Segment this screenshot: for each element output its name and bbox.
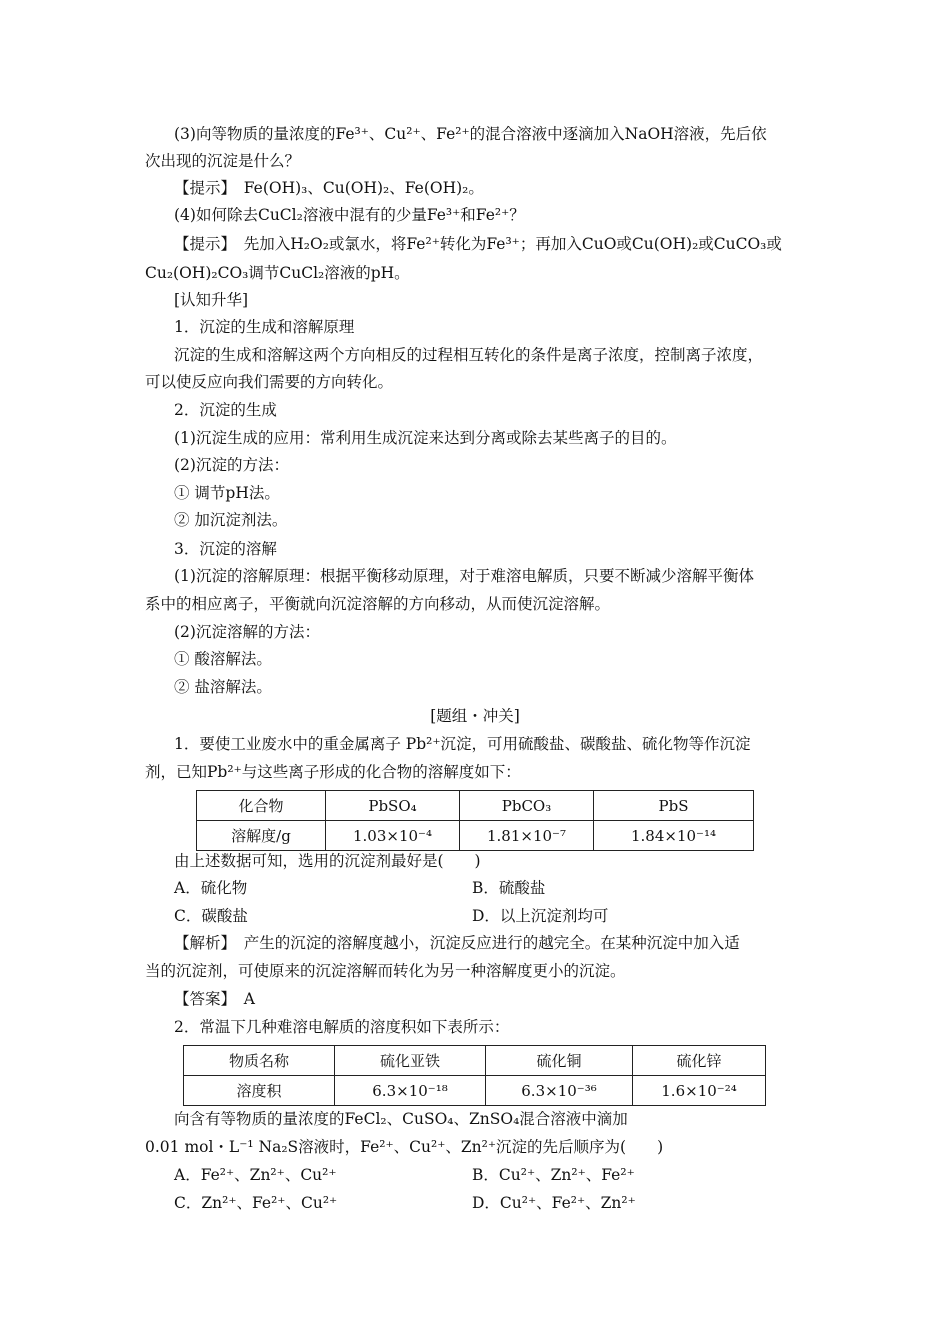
table-cell: 溶度积 [184,1076,335,1106]
question-4: (4)如何除去CuCl₂溶液中混有的少量Fe³⁺和Fe²⁺？ [174,206,525,224]
question-3-line-1: (3)向等物质的量浓度的Fe³⁺、Cu²⁺、Fe²⁺的混合溶液中逐滴加入NaOH溶液，先后依 [174,125,767,143]
table-cell: 1.81×10⁻⁷ [460,821,594,851]
point-3-item-1-line-1: (1)沉淀的溶解原理：根据平衡移动原理，对于难溶电解质，只要不断减少溶解平衡体 [174,567,754,585]
exercise-2-option-d: D．Cu²⁺、Fe²⁺、Zn²⁺ [472,1194,636,1212]
table-cell: 物质名称 [184,1046,335,1076]
question-3-line-2: 次出现的沉淀是什么？ [145,152,301,170]
point-1-title: 1．沉淀的生成和溶解原理 [174,318,355,336]
point-2-item-1: (1)沉淀生成的应用：常利用生成沉淀来达到分离或除去某些离子的目的。 [174,429,677,447]
table-row [184,1046,766,1076]
solubility-table [196,790,754,851]
table-cell: 硫化铜 [486,1046,633,1076]
table-cell: 1.03×10⁻⁴ [326,821,460,851]
table-cell: 1.84×10⁻¹⁴ [594,821,754,851]
table-cell: 硫化亚铁 [335,1046,486,1076]
table-cell: 6.3×10⁻¹⁸ [335,1076,486,1106]
section-heading-cognition: [认知升华] [174,291,249,309]
analysis-line-2: 当的沉淀剂，可使原来的沉淀溶解而转化为另一种溶解度更小的沉淀。 [145,962,626,980]
table-cell: PbS [594,791,754,821]
point-1-text-line-1: 沉淀的生成和溶解这两个方向相反的过程相互转化的条件是离子浓度，控制离子浓度， [174,346,764,364]
table-cell: 溶解度/g [197,821,326,851]
method-ph: ① 调节pH法。 [174,484,280,502]
table-cell: PbSO₄ [326,791,460,821]
point-2-item-2: (2)沉淀的方法： [174,456,289,474]
table-cell: 化合物 [197,791,326,821]
exercise-2-question-line-2: 0.01 mol・L⁻¹ Na₂S溶液时，Fe²⁺、Cu²⁺、Zn²⁺沉淀的先后顺序为( ) [145,1138,664,1156]
hint-3: 【提示】 Fe(OH)₃、Cu(OH)₂、Fe(OH)₂。 [174,179,484,197]
exercise-1-line-2: 剂，已知Pb²⁺与这些离子形成的化合物的溶解度如下： [145,763,521,781]
table-cell: 1.6×10⁻²⁴ [633,1076,766,1106]
table-row [197,791,754,821]
table-row [197,821,754,851]
point-2-title: 2．沉淀的生成 [174,401,277,419]
point-3-item-1-line-2: 系中的相应离子，平衡就向沉淀溶解的方向移动，从而使沉淀溶解。 [145,595,611,613]
exercise-1-line-1: 1．要使工业废水中的重金属离子 Pb²⁺沉淀，可用硫酸盐、碳酸盐、硫化物等作沉淀 [174,735,751,753]
exercise-2-question-line-1: 向含有等物质的量浓度的FeCl₂、CuSO₄、ZnSO₄混合溶液中滴加 [174,1110,628,1128]
exercise-1-option-a: A．硫化物 [174,879,248,897]
exercise-1-option-c: C．碳酸盐 [174,907,248,925]
point-3-title: 3．沉淀的溶解 [174,540,277,558]
solubility-product-table [183,1045,766,1106]
hint-4-line-2: Cu₂(OH)₂CO₃调节CuCl₂溶液的pH。 [145,264,410,282]
hint-4-line-1: 【提示】 先加入H₂O₂或氯水，将Fe²⁺转化为Fe³⁺；再加入CuO或Cu(OH)₂或CuCO₃或 [174,235,782,253]
exercise-1-option-b: B．硫酸盐 [472,879,546,897]
exercise-2-intro: 2．常温下几种难溶电解质的溶度积如下表所示： [174,1018,510,1036]
table-cell: PbCO₃ [460,791,594,821]
section-heading-exercises: [题组・冲关] [430,707,520,725]
table-row [184,1076,766,1106]
method-precipitant: ② 加沉淀剂法。 [174,511,288,529]
exercise-1-option-d: D．以上沉淀剂均可 [472,907,609,925]
method-acid: ① 酸溶解法。 [174,650,272,668]
exercise-2-option-a: A．Fe²⁺、Zn²⁺、Cu²⁺ [174,1166,337,1184]
point-3-item-2: (2)沉淀溶解的方法： [174,623,320,641]
table-cell: 6.3×10⁻³⁶ [486,1076,633,1106]
analysis-line-1: 【解析】 产生的沉淀的溶解度越小，沉淀反应进行的越完全。在某种沉淀中加入适 [174,934,740,952]
exercise-1-question: 由上述数据可知，选用的沉淀剂最好是( ) [174,852,481,870]
exercise-2-option-c: C．Zn²⁺、Fe²⁺、Cu²⁺ [174,1194,338,1212]
answer-1: 【答案】 A [174,990,255,1008]
exercise-2-option-b: B．Cu²⁺、Zn²⁺、Fe²⁺ [472,1166,635,1184]
table-cell: 硫化锌 [633,1046,766,1076]
method-salt: ② 盐溶解法。 [174,678,272,696]
point-1-text-line-2: 可以使反应向我们需要的方向转化。 [145,373,394,391]
